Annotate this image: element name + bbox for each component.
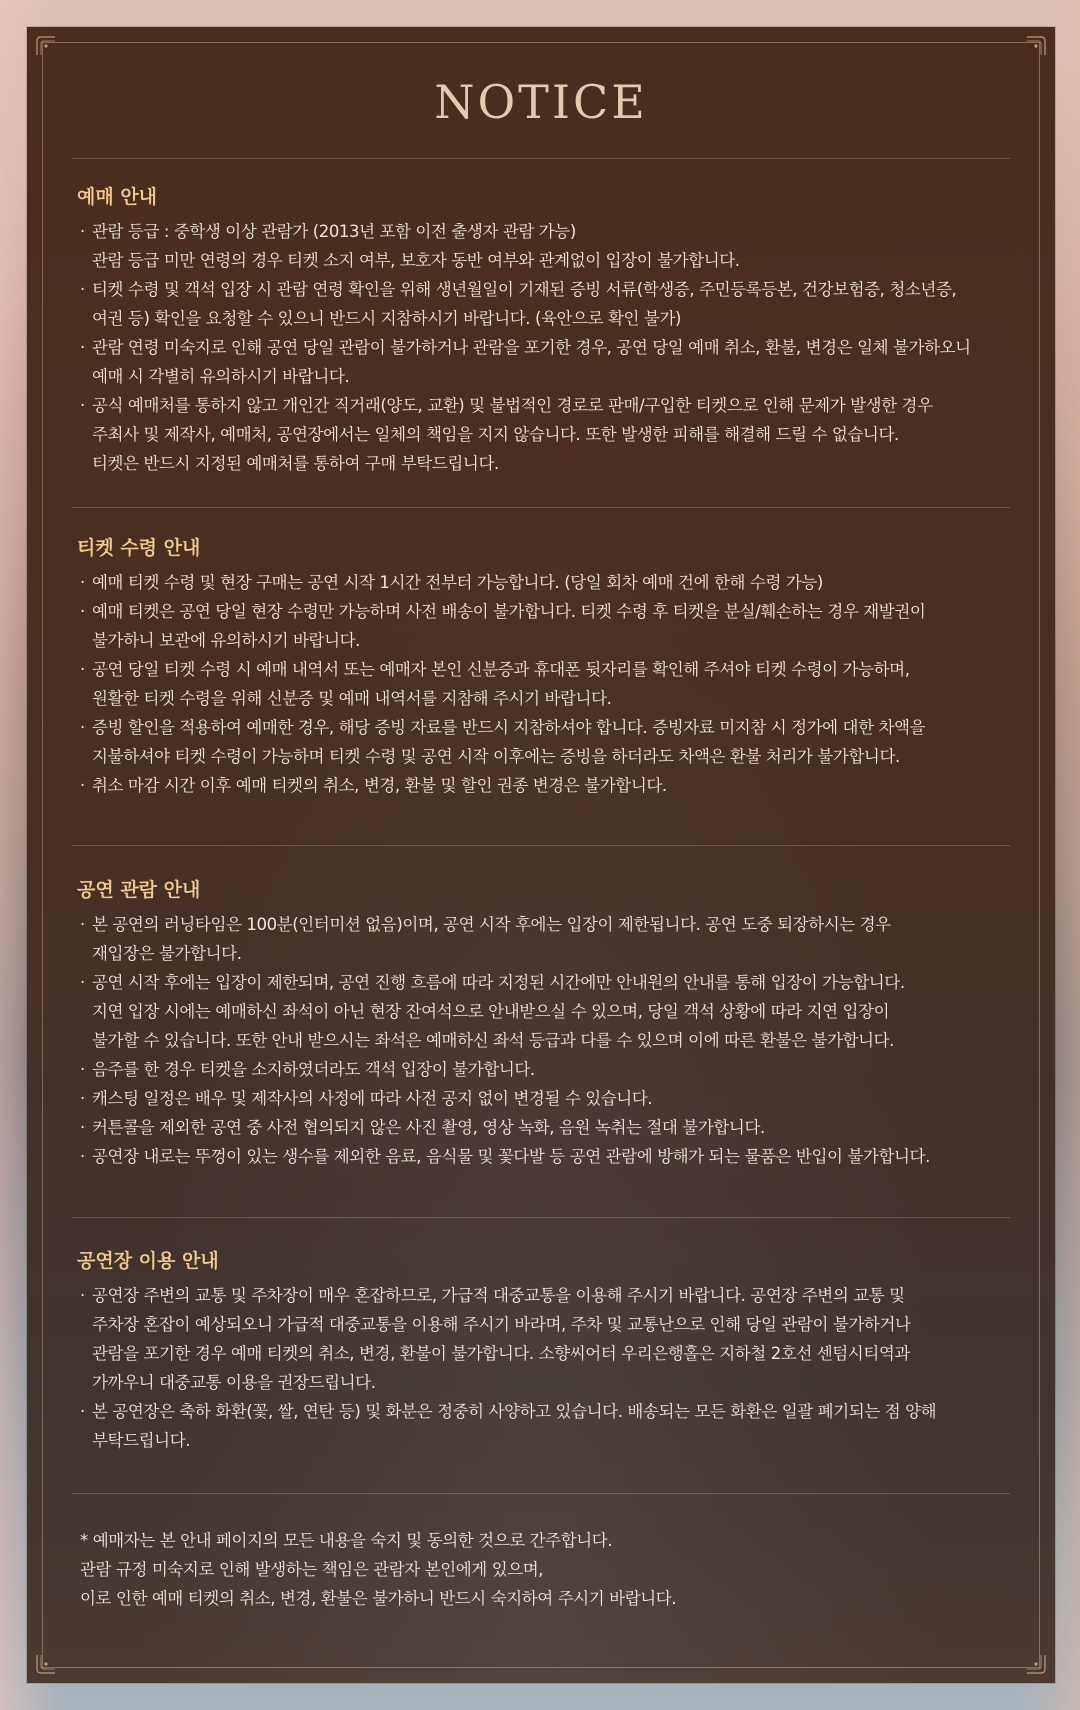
section-heading: 티켓 수령 안내: [77, 537, 201, 559]
list-item: · 티켓 수령 및 객석 입장 시 관람 연령 확인을 위해 생년월일이 기재된 증빙 서류(학생증, 주민등록등본, 건강보험증, 청소년증, 여권 등) 확인을 요청할 수 있으니 반드시 지참하시기 바랍니다. (육안으로 확인 불가): [77, 275, 1007, 333]
list-item: · 공연 시작 후에는 입장이 제한되며, 공연 진행 흐름에 따라 지정된 시간에만 안내원의 안내를 통해 입장이 가능합니다. 지연 입장 시에는 예매하신 좌석이 아닌 현장 잔여석으로 안내받으실 수 있으며, 당일 객석 상황에 따라 지연 입장이 불가할 수 있습니다. 또한 안내 받으시는 좌석은 예매하신 좌석 등급과 다를 수 있으며 이에 따른 환불은 불가합니다.: [77, 968, 1007, 1055]
section-ticket-pickup: [77, 536, 1007, 800]
list-item: · 공연장 주변의 교통 및 주차장이 매우 혼잡하므로, 가급적 대중교통을 이용해 주시기 바랍니다. 공연장 주변의 교통 및 주차장 혼잡이 예상되오니 가급적 대중교통을 이용해 주시기 바라며, 주차 및 교통난으로 인해 당일 관람이 불가하거나 관람을 포기한 경우 예매 티켓의 취소, 변경, 환불이 불가합니다. 소향씨어터 우리은행홀은 지하철 2호선 센텀시티역과 가까우니 대중교통 이용을 권장드립니다.: [77, 1281, 1007, 1397]
list-item: · 관람 연령 미숙지로 인해 공연 당일 관람이 불가하거나 관람을 포기한 경우, 공연 당일 예매 취소, 환불, 변경은 일체 불가하오니 예매 시 각별히 유의하시기 바랍니다.: [77, 333, 1007, 391]
list-item: · 증빙 할인을 적용하여 예매한 경우, 해당 증빙 자료를 반드시 지참하셔야 합니다. 증빙자료 미지참 시 정가에 대한 차액을 지불하셔야 티켓 수령이 가능하며 티켓 수령 및 공연 시작 이후에는 증빙을 하더라도 차액은 환불 처리가 불가합니다.: [77, 713, 1007, 771]
list-item: · 예매 티켓은 공연 당일 현장 수령만 가능하며 사전 배송이 불가합니다. 티켓 수령 후 티켓을 분실/훼손하는 경우 재발권이 불가하니 보관에 유의하시기 바랍니다.: [77, 597, 1007, 655]
section-list: [77, 568, 1007, 800]
section-heading: 공연장 이용 안내: [77, 1250, 219, 1272]
section-divider: [72, 507, 1010, 508]
agreement-footnote: * 예매자는 본 안내 페이지의 모든 내용을 숙지 및 동의한 것으로 간주합니다. 관람 규정 미숙지로 인해 발생하는 책임은 관람자 본인에게 있으며, 이로 인한 예매 티켓의 취소, 변경, 환불은 불가하니 반드시 숙지하여 주시기 바랍니다.: [80, 1531, 677, 1608]
section-performance-viewing: [77, 878, 1007, 1171]
page-title: NOTICE: [434, 75, 648, 129]
list-item: · 캐스팅 일정은 배우 및 제작사의 사정에 따라 사전 공지 없이 변경될 수 있습니다.: [77, 1084, 1007, 1113]
section-list: [77, 910, 1007, 1171]
list-item: · 본 공연장은 축하 화환(꽃, 쌀, 연탄 등) 및 화분은 정중히 사양하고 있습니다. 배송되는 모든 화환은 일괄 폐기되는 점 양해 부탁드립니다.: [77, 1397, 1007, 1455]
section-divider: [72, 1217, 1010, 1218]
list-item: · 취소 마감 시간 이후 예매 티켓의 취소, 변경, 환불 및 할인 권종 변경은 불가합니다.: [77, 771, 1007, 800]
section-heading: 공연 관람 안내: [77, 879, 201, 901]
list-item: · 관람 등급 : 중학생 이상 관람가 (2013년 포함 이전 출생자 관람 가능) 관람 등급 미만 연령의 경우 티켓 소지 여부, 보호자 동반 여부와 관계없이 입장이 불가합니다.: [77, 217, 1007, 275]
section-list: [77, 217, 1007, 478]
list-item: · 커튼콜을 제외한 공연 중 사전 협의되지 않은 사진 촬영, 영상 녹화, 음원 녹취는 절대 불가합니다.: [77, 1113, 1007, 1142]
list-item: · 공연장 내로는 뚜껑이 있는 생수를 제외한 음료, 음식물 및 꽃다발 등 공연 관람에 방해가 되는 물품은 반입이 불가합니다.: [77, 1142, 1007, 1171]
section-venue-usage: [77, 1249, 1007, 1455]
section-divider: [72, 845, 1010, 846]
section-heading: 예매 안내: [77, 186, 158, 208]
list-item: · 공연 당일 티켓 수령 시 예매 내역서 또는 예매자 본인 신분증과 휴대폰 뒷자리를 확인해 주셔야 티켓 수령이 가능하며, 원활한 티켓 수령을 위해 신분증 및 예매 내역서를 지참해 주시기 바랍니다.: [77, 655, 1007, 713]
corner-ornament-icon: [35, 35, 57, 57]
section-reservation: [77, 185, 1007, 478]
list-item: · 공식 예매처를 통하지 않고 개인간 직거래(양도, 교환) 및 불법적인 경로로 판매/구입한 티켓으로 인해 문제가 발생한 경우 주최사 및 제작사, 예매처, 공연장에서는 일체의 책임을 지지 않습니다. 또한 발생한 피해를 해결해 드릴 수 없습니다. 티켓은 반드시 지정된 예매처를 통하여 구매 부탁드립니다.: [77, 391, 1007, 478]
section-divider: [72, 158, 1010, 159]
section-divider: [72, 1493, 1010, 1494]
list-item: · 본 공연의 러닝타임은 100분(인터미션 없음)이며, 공연 시작 후에는 입장이 제한됩니다. 공연 도중 퇴장하시는 경우 재입장은 불가합니다.: [77, 910, 1007, 968]
list-item: · 음주를 한 경우 티켓을 소지하였더라도 객석 입장이 불가합니다.: [77, 1055, 1007, 1084]
notice-panel: [27, 27, 1055, 1683]
corner-ornament-icon: [35, 1653, 57, 1675]
corner-ornament-icon: [1025, 35, 1047, 57]
corner-ornament-icon: [1025, 1653, 1047, 1675]
list-item: · 예매 티켓 수령 및 현장 구매는 공연 시작 1시간 전부터 가능합니다. (당일 회차 예매 건에 한해 수령 가능): [77, 568, 1007, 597]
section-list: [77, 1281, 1007, 1455]
